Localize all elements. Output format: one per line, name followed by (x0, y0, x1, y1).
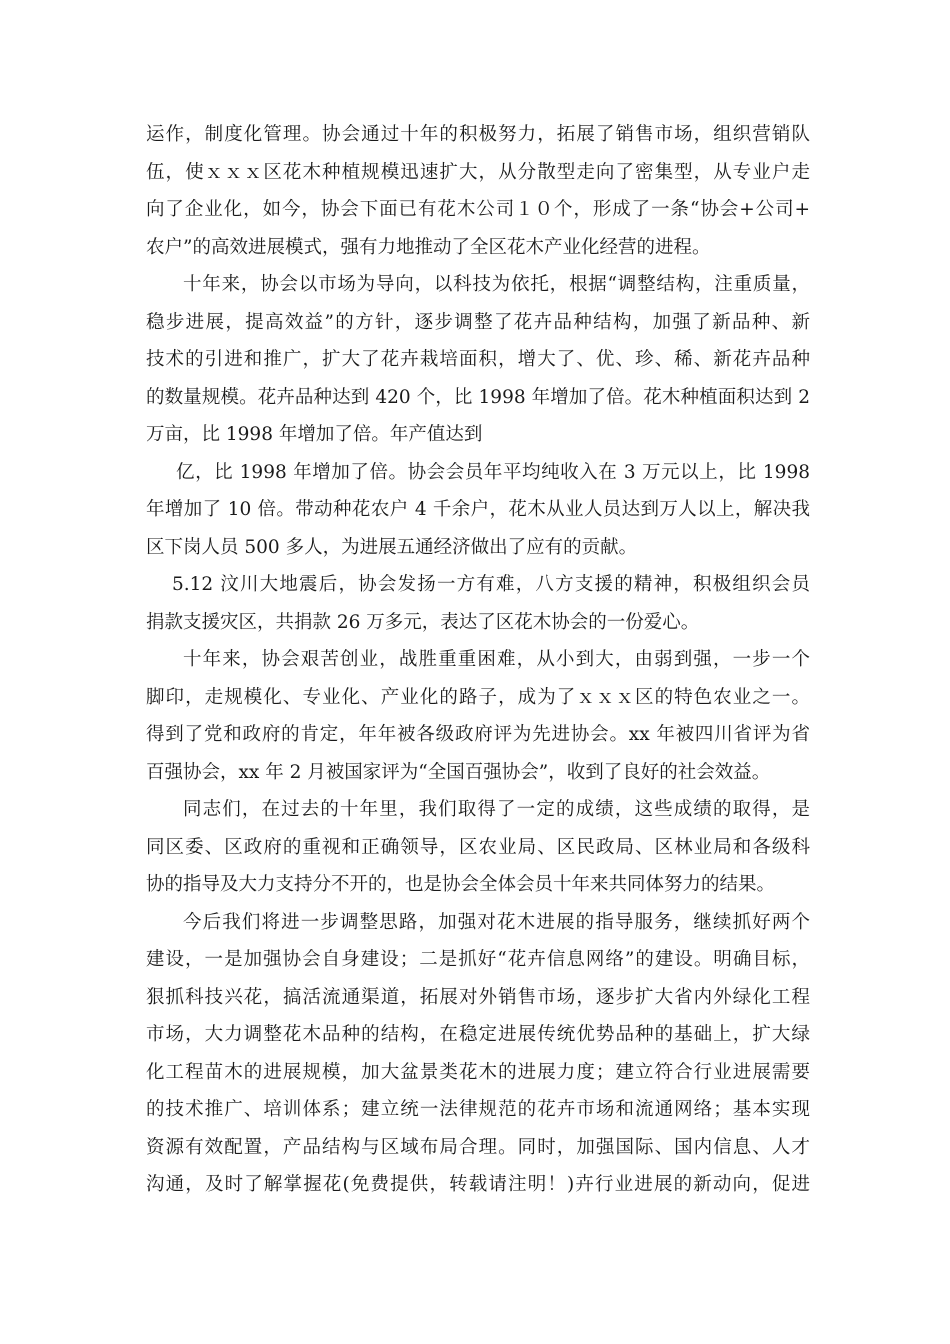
text-line-content: 今后我们将进一步调整思路，加强对花木进展的指导服务，继续抓好两个 (183, 911, 810, 933)
text-line-content: 十年来，协会艰苦创业，战胜重重困难，从小到大，由弱到强，一步一个 (183, 649, 810, 670)
text-line-content: 向了企业化，如今，协会下面已有花木公司１０个，形成了一条“协会+公司+ (146, 199, 810, 220)
text-line-content: 伍，使ｘｘｘ区花木种植规模迅速扩大，从分散型走向了密集型，从专业户走 (146, 161, 810, 183)
text-line (146, 1016, 810, 1054)
text-line (146, 641, 810, 679)
text-line-content: 运作，制度化管理。协会通过十年的积极努力，拓展了销售市场，组织营销队 (146, 124, 810, 145)
text-line (146, 416, 810, 454)
text-line (146, 679, 810, 717)
text-line (146, 529, 810, 567)
text-line (146, 979, 810, 1017)
text-line (146, 116, 810, 154)
text-line-content: 资源有效配置，产品结构与区域布局合理。同时，加强国际、国内信息、人才 (146, 1136, 810, 1158)
text-line-content: 万亩，比 1998 年增加了倍。年产值达到 (146, 424, 483, 445)
text-line (146, 1166, 810, 1204)
text-line (146, 754, 810, 792)
text-line-content: 脚印，走规模化、专业化、产业化的路子，成为了ｘｘｘ区的特色农业之一。 (146, 686, 810, 708)
text-line-content: 农户”的高效进展模式，强有力地推动了全区花木产业化经营的进程。 (146, 236, 711, 258)
text-line-content: 同区委、区政府的重视和正确领导，区农业局、区民政局、区林业局和各级科 (146, 836, 810, 858)
text-line-content: 百强协会，xx 年 2 月被国家评为“全国百强协会”，收到了良好的社会效益。 (146, 761, 771, 783)
text-line-content: 得到了党和政府的肯定，年年被各级政府评为先进协会。xx 年被四川省评为省 (146, 724, 810, 745)
text-line-content: 沟通，及时了解掌握花(免费提供，转载请注明！)卉行业进展的新动向，促进 (146, 1174, 810, 1195)
text-line (146, 454, 810, 492)
text-line (146, 1129, 810, 1167)
text-line (146, 491, 810, 529)
text-line-content: 同志们，在过去的十年里，我们取得了一定的成绩，这些成绩的取得，是 (183, 799, 810, 820)
text-line-content: 的数量规模。花卉品种达到 420 个，比 1998 年增加了倍。花木种植面积达到 2 (146, 386, 810, 408)
text-line-content: 亿，比 1998 年增加了倍。协会会员年平均纯收入在 3 万元以上，比 1998 (176, 461, 810, 483)
text-line (146, 266, 810, 304)
text-line-content: 化工程苗木的进展规模，加大盆景类花木的进展力度；建立符合行业进展需要 (146, 1061, 810, 1083)
text-line-content: 协的指导及大力支持分不开的，也是协会全体会员十年来共同体努力的结果。 (146, 874, 776, 895)
text-line (146, 941, 810, 979)
text-line-content: 年增加了 10 倍。带动种花农户 4 千余户，花木从业人员达到万人以上，解决我 (146, 499, 810, 520)
text-line-content: 捐款支援灾区，共捐款 26 万多元，表达了区花木协会的一份爱心。 (146, 611, 700, 633)
text-line-content: 5.12 汶川大地震后，协会发扬一方有难，八方支援的精神，积极组织会员 (172, 574, 810, 595)
text-line (146, 191, 810, 229)
text-line-content: 十年来，协会以市场为导向，以科技为依托，根据“调整结构，注重质量， (183, 274, 810, 295)
text-line-content: 的技术推广、培训体系；建立统一法律规范的花卉市场和流通网络；基本实现 (146, 1099, 810, 1120)
text-line-content: 建设，一是加强协会自身建设；二是抓好“花卉信息网络”的建设。明确目标， (146, 949, 810, 970)
text-line (146, 716, 810, 754)
text-line-content: 狠抓科技兴花，搞活流通渠道，拓展对外销售市场，逐步扩大省内外绿化工程 (146, 986, 810, 1008)
text-line (146, 1091, 810, 1129)
text-line (146, 791, 810, 829)
text-line (146, 341, 810, 379)
text-line-content: 技术的引进和推广，扩大了花卉栽培面积，增大了、优、珍、稀、新花卉品种 (146, 349, 810, 370)
text-line (146, 604, 810, 642)
text-line (146, 304, 810, 342)
text-line-content: 市场，大力调整花木品种的结构，在稳定进展传统优势品种的基础上，扩大绿 (146, 1024, 810, 1045)
text-line (146, 379, 810, 417)
text-line (146, 866, 810, 904)
text-line (146, 1054, 810, 1092)
text-line (146, 154, 810, 192)
text-line (146, 566, 810, 604)
text-line (146, 904, 810, 942)
text-line-content: 稳步进展，提高效益”的方针，逐步调整了花卉品种结构，加强了新品种、新 (146, 311, 810, 333)
text-line (146, 829, 810, 867)
document-body-text (146, 116, 810, 1204)
text-line (146, 229, 810, 267)
text-line-content: 区下岗人员 500 多人，为进展五通经济做出了应有的贡献。 (146, 536, 638, 558)
